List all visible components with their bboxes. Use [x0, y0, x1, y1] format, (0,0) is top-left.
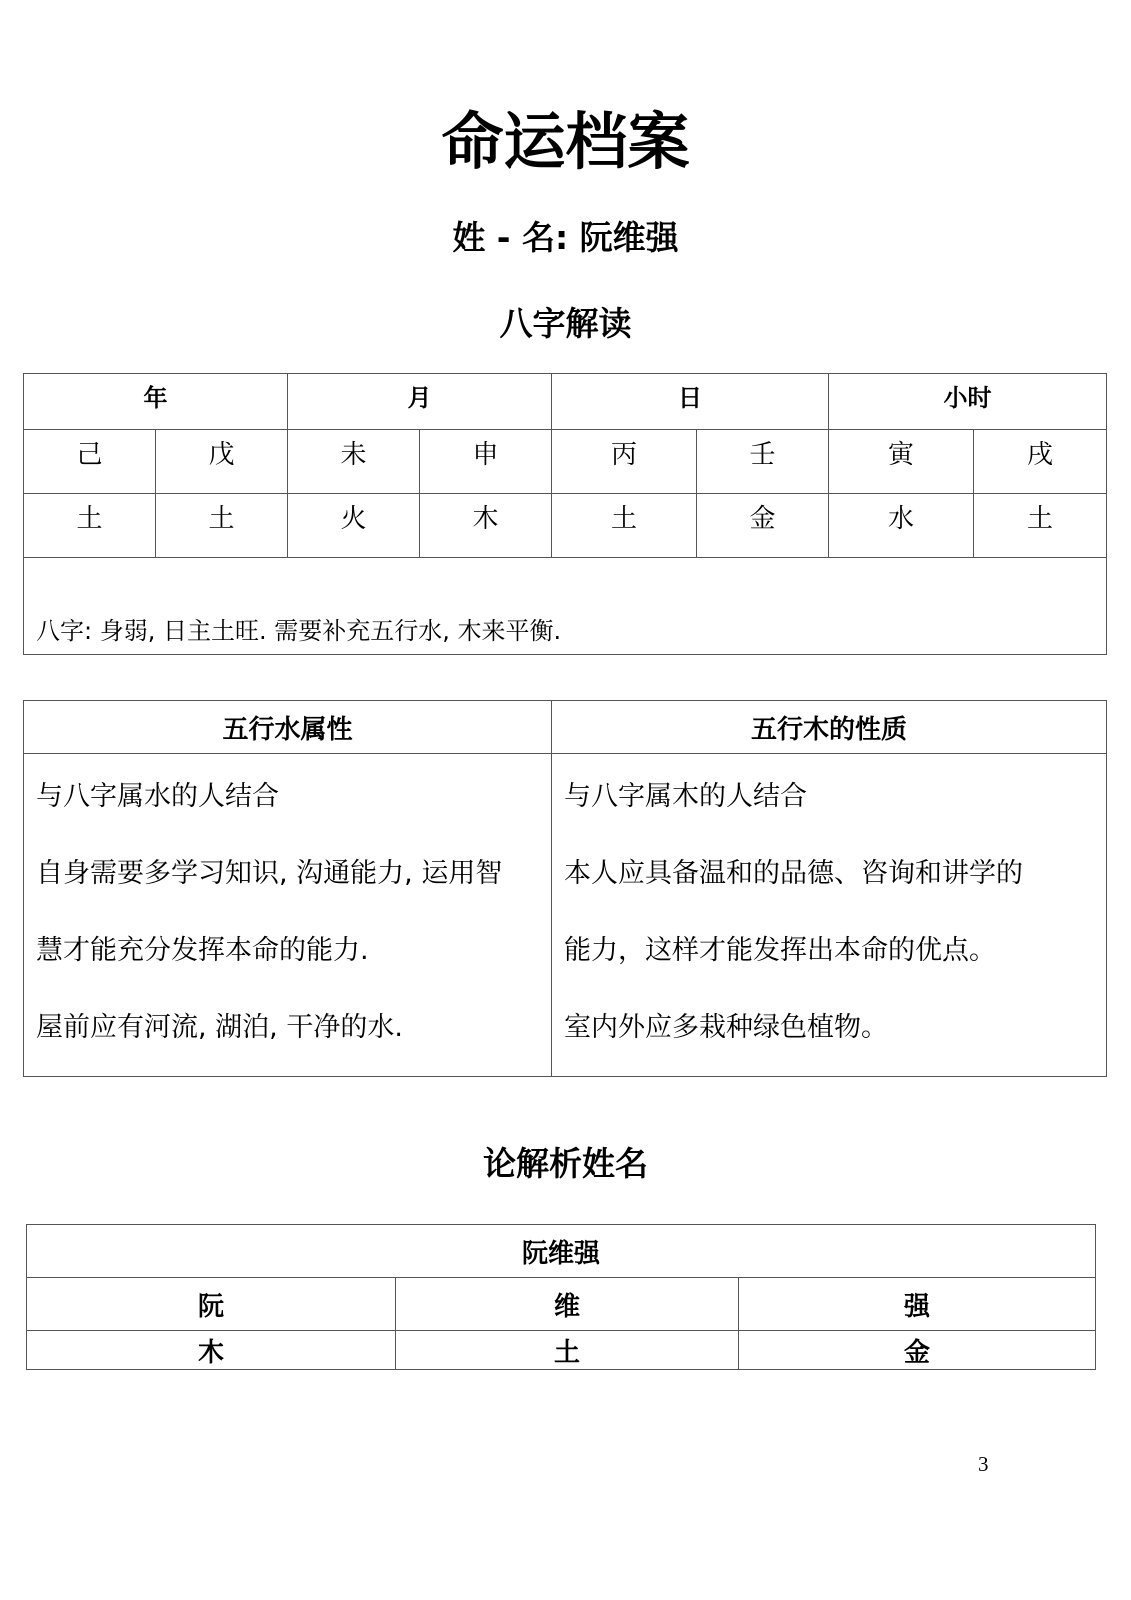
- water-line: 屋前应有河流, 湖泊, 干净的水.: [36, 1012, 403, 1043]
- name-char-cell: 强: [739, 1278, 1096, 1331]
- full-name-cell: 阮维强: [27, 1225, 1096, 1278]
- wood-line: 室内外应多栽种绿色植物。: [564, 1012, 888, 1043]
- pillar-month-header: 月: [288, 374, 552, 430]
- stem-branch-cell: 申: [420, 430, 552, 494]
- name-analysis-table: [26, 1224, 1096, 1370]
- stem-branch-cell: 戌: [974, 430, 1107, 494]
- wood-attribute-header: 五行木的性质: [552, 701, 1107, 754]
- element-cell: 土: [552, 494, 697, 558]
- pillar-year-header: 年: [24, 374, 288, 430]
- person-name-line: 姓 - 名: 阮维强: [452, 218, 679, 257]
- wood-line: 与八字属木的人结合: [564, 781, 807, 812]
- water-attribute-text: [24, 754, 552, 1077]
- stem-branch-cell: 寅: [829, 430, 974, 494]
- stem-branch-cell: 壬: [697, 430, 829, 494]
- element-cell: 土: [24, 494, 156, 558]
- element-cell: 土: [974, 494, 1107, 558]
- element-cell: 水: [829, 494, 974, 558]
- name-analysis-heading: 论解析姓名: [483, 1144, 648, 1183]
- bazi-table: [23, 373, 1107, 655]
- element-cell: 木: [420, 494, 552, 558]
- wood-line: 本人应具备温和的品德、咨询和讲学的: [564, 858, 1023, 889]
- water-line: 与八字属水的人结合: [36, 781, 279, 812]
- bazi-heading: 八字解读: [499, 304, 632, 343]
- page-number: 3: [978, 1452, 989, 1476]
- water-line: 慧才能充分发挥本命的能力.: [36, 935, 369, 966]
- name-char-cell: 维: [396, 1278, 739, 1331]
- pillar-day-header: 日: [552, 374, 829, 430]
- stem-branch-cell: 戊: [156, 430, 288, 494]
- element-cell: 火: [288, 494, 420, 558]
- page-title: 命运档案: [441, 105, 690, 178]
- name-element-cell: 金: [739, 1331, 1096, 1370]
- water-attribute-header: 五行水属性: [24, 701, 552, 754]
- element-cell: 金: [697, 494, 829, 558]
- pillar-hour-header: 小时: [829, 374, 1107, 430]
- bazi-summary: 八字: 身弱, 日主土旺. 需要补充五行水, 木来平衡.: [24, 558, 1107, 655]
- name-element-cell: 木: [27, 1331, 396, 1370]
- stem-branch-cell: 未: [288, 430, 420, 494]
- stem-branch-cell: 己: [24, 430, 156, 494]
- element-cell: 土: [156, 494, 288, 558]
- stem-branch-cell: 丙: [552, 430, 697, 494]
- name-element-cell: 土: [396, 1331, 739, 1370]
- water-line: 自身需要多学习知识, 沟通能力, 运用智: [36, 858, 503, 889]
- wuxing-table: [23, 700, 1107, 1077]
- name-char-cell: 阮: [27, 1278, 396, 1331]
- wood-attribute-text: [552, 754, 1107, 1077]
- wood-line: 能力，这样才能发挥出本命的优点。: [564, 935, 996, 966]
